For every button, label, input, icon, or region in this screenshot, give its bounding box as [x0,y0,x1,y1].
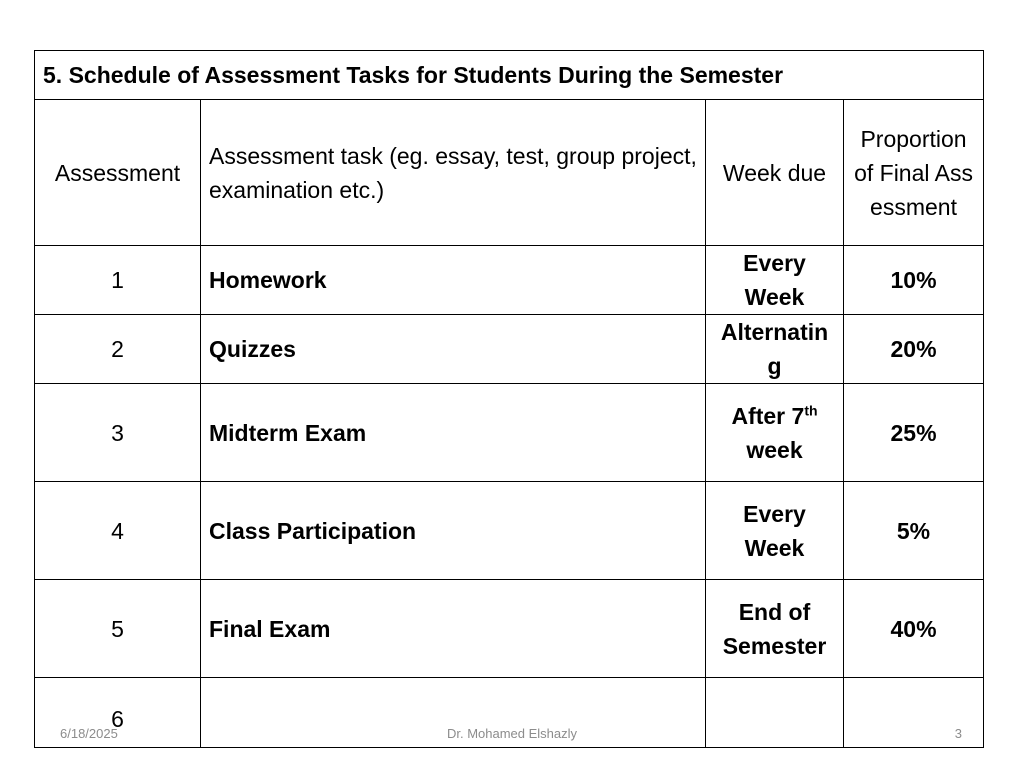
row-task: Final Exam [201,580,706,678]
table-row [35,384,984,482]
footer-author: Dr. Mohamed Elshazly [446,726,578,741]
table-row [35,246,984,315]
week-due-superscript: th [804,401,818,418]
row-task: Homework [201,246,706,315]
row-number: 6 [35,678,201,748]
row-proportion: 10% [844,246,984,315]
row-number: 2 [35,315,201,384]
row-number: 1 [35,246,201,315]
row-number: 5 [35,580,201,678]
row-week-due: End of Semester [706,580,844,678]
table-row [35,580,984,678]
row-proportion: 5% [844,482,984,580]
row-task: Midterm Exam [201,384,706,482]
assessment-schedule-table [34,50,984,748]
row-week-due: Alternating [706,315,844,384]
row-proportion: 25% [844,384,984,482]
footer-date: 6/18/2025 [60,726,118,741]
header-assessment: Assessment [35,100,201,246]
title-row [35,51,984,100]
header-row [35,100,984,246]
row-task: Quizzes [201,315,706,384]
week-due-prefix: After 7 [731,402,805,429]
table-title: 5. Schedule of Assessment Tasks for Students During the Semester [35,51,984,100]
table-row [35,315,984,384]
row-proportion: 20% [844,315,984,384]
row-proportion: 40% [844,580,984,678]
header-task: Assessment task (eg. essay, test, group project, examination etc.) [201,100,706,246]
week-due-suffix: week [746,436,803,463]
row-week-due [706,384,844,482]
row-week-due: Every Week [706,482,844,580]
footer-page-number: 3 [954,726,962,741]
row-task: Class Participation [201,482,706,580]
row-week-due: Every Week [706,246,844,315]
header-week-due: Week due [706,100,844,246]
row-number: 3 [35,384,201,482]
header-proportion: Proportion of Final Assessment [844,100,984,246]
table-row [35,482,984,580]
row-number: 4 [35,482,201,580]
